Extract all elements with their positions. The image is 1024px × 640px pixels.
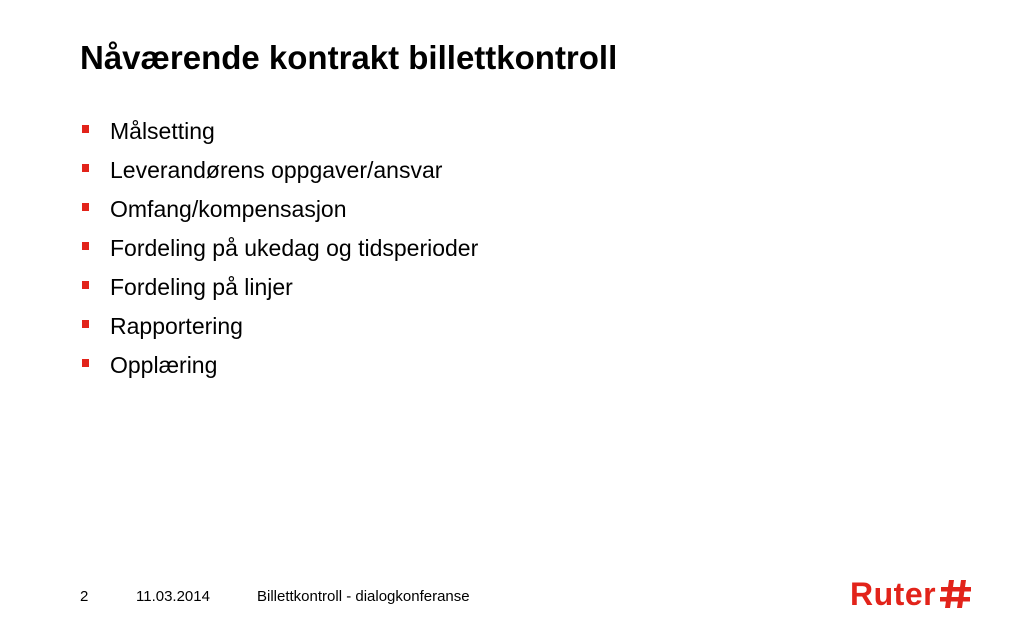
- hash-icon: [939, 578, 973, 610]
- square-bullet-icon: [82, 281, 89, 289]
- square-bullet-icon: [82, 125, 89, 133]
- bullet-item: [82, 268, 478, 307]
- bullet-text: Rapportering: [110, 313, 243, 339]
- bullet-list: [82, 112, 478, 385]
- bullet-item: [82, 229, 478, 268]
- bullet-text: Fordeling på linjer: [110, 274, 293, 300]
- bullet-item: [82, 151, 478, 190]
- bullet-item: [82, 190, 478, 229]
- page-number: 2: [80, 588, 89, 605]
- slide-title: Nåværende kontrakt billettkontroll: [80, 39, 618, 76]
- square-bullet-icon: [82, 164, 89, 172]
- logo-text: Ruter: [850, 575, 937, 612]
- bullet-text: Fordeling på ukedag og tidsperioder: [110, 235, 479, 261]
- bullet-text: Leverandørens oppgaver/ansvar: [110, 157, 443, 183]
- bullet-item: [82, 346, 478, 385]
- square-bullet-icon: [82, 203, 89, 211]
- bullet-text: Omfang/kompensasjon: [110, 196, 347, 222]
- square-bullet-icon: [82, 242, 89, 250]
- bullet-text: Opplæring: [110, 352, 218, 378]
- square-bullet-icon: [82, 359, 89, 367]
- square-bullet-icon: [82, 320, 89, 328]
- footer-conference-title: Billettkontroll - dialogkonferanse: [257, 588, 470, 605]
- bullet-item: [82, 112, 478, 151]
- bullet-item: [82, 307, 478, 346]
- footer-date: 11.03.2014: [136, 588, 210, 605]
- ruter-logo: [850, 574, 973, 614]
- bullet-text: Målsetting: [110, 118, 215, 144]
